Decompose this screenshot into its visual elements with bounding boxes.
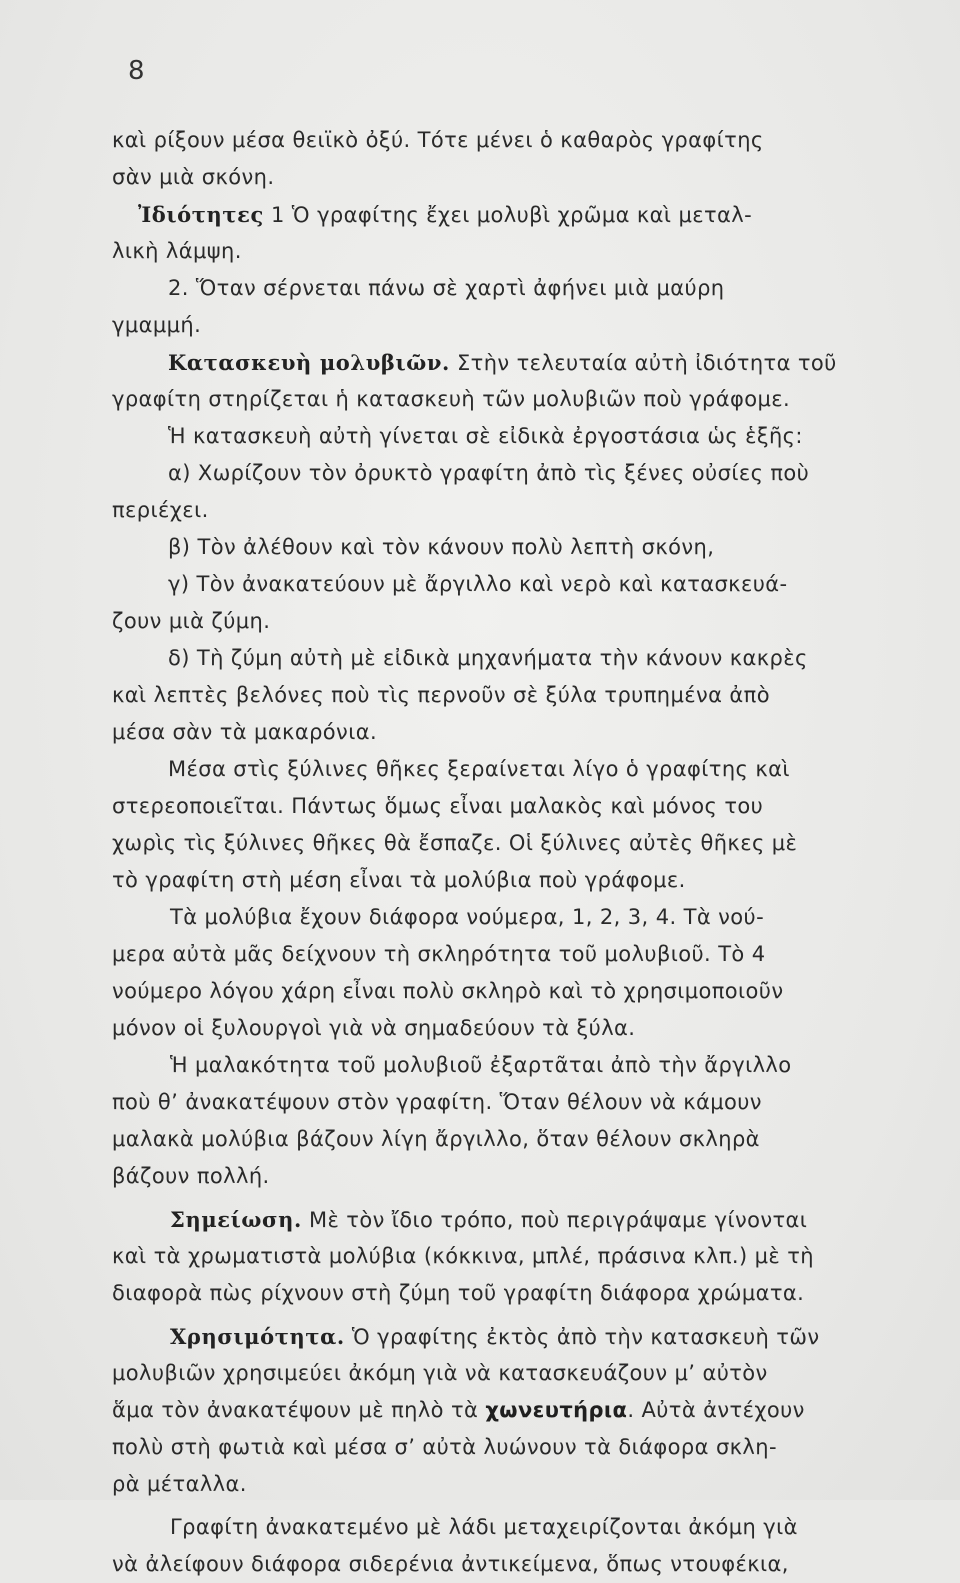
text-line	[112, 751, 902, 788]
text-line	[112, 159, 902, 196]
text-segment: γμαμμή.	[112, 313, 202, 337]
text-segment: ζουν μιὰ ζύμη.	[112, 609, 271, 633]
text-line	[112, 1010, 902, 1047]
section-heading: Χρησιμότητα.	[170, 1324, 345, 1349]
text-line	[112, 566, 902, 603]
text-line	[112, 640, 902, 677]
text-segment: καὶ ρίξουν μέσα θειϊκὸ ὀξύ. Τότε μένει ὁ καθαρὸς γραφίτης	[112, 128, 764, 152]
text-segment: καὶ λεπτὲς βελόνες ποὺ τὶς περνοῦν σὲ ξύλα τρυπημένα ἀπὸ	[112, 683, 770, 707]
text-line	[112, 270, 902, 307]
text-line	[112, 1355, 902, 1392]
text-line	[112, 196, 902, 233]
text-segment: βάζουν πολλή.	[112, 1164, 270, 1188]
text-segment: περιέχει.	[112, 498, 209, 522]
text-line	[112, 603, 902, 640]
text-line	[112, 381, 902, 418]
text-segment: . Αὐτὰ ἀντέχουν	[627, 1398, 805, 1422]
text-segment: Μέσα στὶς ξύλινες θῆκες ξεραίνεται λίγο ὁ γραφίτης καὶ	[168, 757, 790, 781]
text-line	[112, 1275, 902, 1312]
text-segment: α) Χωρίζουν τὸν ὀρυκτὸ γραφίτη ἀπὸ τὶς ξένες οὐσίες ποὺ	[168, 461, 810, 485]
text-line	[112, 529, 902, 566]
text-line	[112, 344, 902, 381]
text-segment: λικὴ λάμψη.	[112, 239, 242, 263]
text-line	[112, 1084, 902, 1121]
text-segment: στερεοποιεῖται. Πάντως ὅμως εἶναι μαλακὸς καὶ μόνος του	[112, 794, 764, 818]
text-segment: δ) Τὴ ζύμη αὐτὴ μὲ εἰδικὰ μηχανήματα τὴν κάνουν κακρὲς	[168, 646, 808, 670]
text-line	[112, 418, 902, 455]
text-line	[112, 1201, 902, 1238]
body-text	[112, 122, 902, 1583]
text-line	[112, 1121, 902, 1158]
text-line	[112, 122, 902, 159]
text-line	[112, 1429, 902, 1466]
section-heading: Κατασκευὴ μολυβιῶν.	[168, 350, 450, 375]
text-segment: 1 Ὁ γραφίτης ἔχει μολυβὶ χρῶμα καὶ μεταλ-	[263, 203, 753, 227]
text-segment: μαλακὰ μολύβια βάζουν λίγη ἄργιλλο, ὅταν θέλουν σκληρὰ	[112, 1127, 760, 1151]
text-segment: μερα αὐτὰ μᾶς δείχνουν τὴ σκληρότητα τοῦ μολυβιοῦ. Τὸ 4	[112, 942, 766, 966]
text-segment: 2. Ὅταν σέρνεται πάνω σὲ χαρτὶ ἀφήνει μιὰ μαύρη	[168, 276, 725, 300]
bold-term: χωνευτήρια	[485, 1398, 628, 1422]
text-line	[112, 825, 902, 862]
text-segment: σὰν μιὰ σκόνη.	[112, 165, 275, 189]
text-segment: Ἡ μαλακότητα τοῦ μολυβιοῦ ἐξαρτᾶται ἀπὸ τὴν ἄργιλλο	[170, 1053, 792, 1077]
text-segment: καὶ τὰ χρωματιστὰ μολύβια (κόκκινα, μπλέ, πράσινα κλπ.) μὲ τὴ	[112, 1244, 814, 1268]
text-segment: πολὺ στὴ φωτιὰ καὶ μέσα σ’ αὐτὰ λυώνουν τὰ διάφορα σκλη-	[112, 1435, 777, 1459]
text-line	[112, 973, 902, 1010]
text-line	[112, 899, 902, 936]
text-segment: μολυβιῶν χρησιμεύει ἀκόμη γιὰ νὰ κατασκευάζουν μ’ αὐτὸν	[112, 1361, 768, 1385]
text-line	[112, 492, 902, 529]
text-line	[112, 936, 902, 973]
text-segment: χωρὶς τὶς ξύλινες θῆκες θὰ ἔσπαζε. Οἱ ξύλινες αὐτὲς θῆκες μὲ	[112, 831, 798, 855]
text-line	[112, 1509, 902, 1546]
text-segment: γραφίτη στηρίζεται ἡ κατασκευὴ τῶν μολυβιῶν ποὺ γράφομε.	[112, 387, 791, 411]
text-segment: ποὺ θ’ ἀνακατέψουν στὸν γραφίτη. Ὅταν θέλουν νὰ κάμουν	[112, 1090, 762, 1114]
section-heading: Σημείωση.	[170, 1207, 302, 1232]
text-line	[112, 1466, 902, 1503]
text-segment: Στὴν τελευταία αὐτὴ ἰδιότητα τοῦ	[449, 351, 837, 375]
text-segment: τὸ γραφίτη στὴ μέση εἶναι τὰ μολύβια ποὺ γράφομε.	[112, 868, 686, 892]
section-heading: Ἰδιότητες	[138, 202, 264, 227]
text-line	[112, 1238, 902, 1275]
text-segment: ρὰ μέταλλα.	[112, 1472, 247, 1496]
text-segment: νούμερο λόγου χάρη εἶναι πολὺ σκληρὸ καὶ τὸ χρησιμοποιοῦν	[112, 979, 784, 1003]
text-segment: Γραφίτη ἀνακατεμένο μὲ λάδι μεταχειρίζονται ἀκόμη γιὰ	[170, 1515, 798, 1539]
text-segment: Μὲ τὸν ἴδιο τρόπο, ποὺ περιγράψαμε γίνονται	[301, 1208, 808, 1232]
text-line	[112, 714, 902, 751]
text-line	[112, 677, 902, 714]
text-line	[112, 307, 902, 344]
page-number: 8	[128, 56, 145, 86]
text-line	[112, 233, 902, 270]
text-segment: μόνον οἱ ξυλουργοὶ γιὰ νὰ σημαδεύουν τὰ ξύλα.	[112, 1016, 636, 1040]
text-segment: Τὰ μολύβια ἔχουν διάφορα νούμερα, 1, 2, 3, 4. Τὰ νού-	[170, 905, 765, 929]
text-line	[112, 1392, 902, 1429]
text-line	[112, 1546, 902, 1583]
text-segment: ἅμα τὸν ἀνακατέψουν μὲ πηλὸ τὰ	[112, 1398, 486, 1422]
text-line	[112, 1047, 902, 1084]
text-line	[112, 1318, 902, 1355]
text-segment: μέσα σὰν τὰ μακαρόνια.	[112, 720, 378, 744]
text-segment: β) Τὸν ἀλέθουν καὶ τὸν κάνουν πολὺ λεπτὴ σκόνη,	[168, 535, 715, 559]
text-segment: Ὁ γραφίτης ἐκτὸς ἀπὸ τὴν κατασκευὴ τῶν	[344, 1325, 820, 1349]
text-segment: διαφορὰ πὼς ρίχνουν στὴ ζύμη τοῦ γραφίτη διάφορα χρώματα.	[112, 1281, 805, 1305]
text-segment: γ) Τὸν ἀνακατεύουν μὲ ἄργιλλο καὶ νερὸ καὶ κατασκευά-	[168, 572, 788, 596]
text-line	[112, 788, 902, 825]
text-line	[112, 455, 902, 492]
text-line	[112, 862, 902, 899]
text-segment: νὰ ἀλείφουν διάφορα σιδερένια ἀντικείμενα, ὅπως ντουφέκια,	[112, 1552, 789, 1576]
text-line	[112, 1158, 902, 1195]
text-segment: Ἡ κατασκευὴ αὐτὴ γίνεται σὲ εἰδικὰ ἐργοστάσια ὡς ἑξῆς:	[168, 424, 803, 448]
